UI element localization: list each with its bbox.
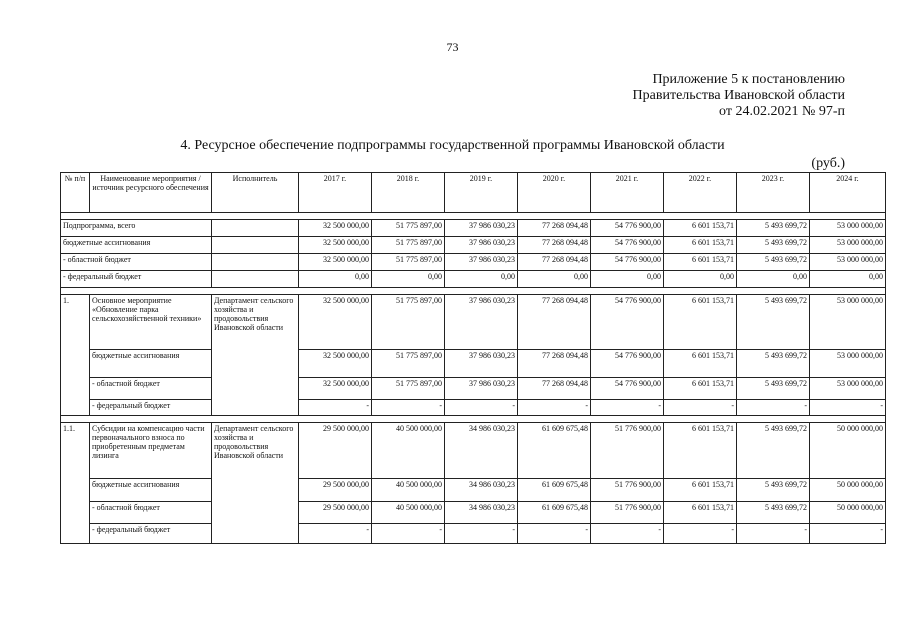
header-year: 2019 г. — [445, 173, 518, 213]
amount-cell: 37 986 030,23 — [445, 237, 518, 254]
amount-cell: 54 776 900,00 — [591, 220, 664, 237]
amount-cell: 77 268 094,48 — [518, 220, 591, 237]
amount-cell: 61 609 675,48 — [518, 502, 591, 524]
group-row — [61, 423, 886, 479]
amount-cell: - — [445, 400, 518, 416]
group-row — [61, 400, 886, 416]
amount-cell: 54 776 900,00 — [591, 350, 664, 378]
header-year: 2021 г. — [591, 173, 664, 213]
summary-row — [61, 254, 886, 271]
summary-row — [61, 237, 886, 254]
amount-cell: 6 601 153,71 — [664, 350, 737, 378]
amount-cell: 0,00 — [664, 271, 737, 288]
appendix-line: Приложение 5 к постановлению — [652, 72, 845, 87]
amount-cell: 37 986 030,23 — [445, 295, 518, 350]
executor-cell — [212, 237, 299, 254]
spacer-cell — [61, 416, 886, 423]
header-year: 2022 г. — [664, 173, 737, 213]
amount-cell: 53 000 000,00 — [810, 254, 886, 271]
amount-cell: 37 986 030,23 — [445, 220, 518, 237]
amount-cell: 6 601 153,71 — [664, 295, 737, 350]
group-row — [61, 524, 886, 544]
amount-cell: 5 493 699,72 — [737, 350, 810, 378]
amount-cell: - — [445, 524, 518, 544]
amount-cell: 0,00 — [299, 271, 372, 288]
item-number: 1. — [61, 295, 90, 416]
row-name: бюджетные ассигнования — [90, 479, 212, 502]
header-year: 2017 г. — [299, 173, 372, 213]
amount-cell: 0,00 — [518, 271, 591, 288]
amount-cell: 5 493 699,72 — [737, 237, 810, 254]
amount-cell: 54 776 900,00 — [591, 237, 664, 254]
appendix-reference — [633, 72, 845, 120]
amount-cell: 6 601 153,71 — [664, 423, 737, 479]
amount-cell: - — [664, 524, 737, 544]
amount-cell: - — [737, 400, 810, 416]
executor-cell: Департамент сельского хозяйства и продовольствия Ивановской области — [212, 295, 299, 416]
amount-cell: 5 493 699,72 — [737, 378, 810, 400]
row-name: бюджетные ассигнования — [61, 237, 212, 254]
spacer-row — [61, 288, 886, 295]
row-name: Субсидии на компенсацию части первоначального взноса по приобретенным предметам лизинга — [90, 423, 212, 479]
amount-cell: 40 500 000,00 — [372, 423, 445, 479]
amount-cell: - — [737, 524, 810, 544]
amount-cell: 6 601 153,71 — [664, 378, 737, 400]
amount-cell: 5 493 699,72 — [737, 254, 810, 271]
header-year: 2024 г. — [810, 173, 886, 213]
amount-cell: 61 609 675,48 — [518, 423, 591, 479]
amount-cell: 53 000 000,00 — [810, 378, 886, 400]
amount-cell: 51 775 897,00 — [372, 220, 445, 237]
amount-cell: - — [372, 524, 445, 544]
group-row — [61, 350, 886, 378]
header-executor: Исполнитель — [212, 173, 299, 213]
amount-cell: 5 493 699,72 — [737, 295, 810, 350]
amount-cell: 0,00 — [591, 271, 664, 288]
spacer-cell — [61, 288, 886, 295]
amount-cell: 77 268 094,48 — [518, 350, 591, 378]
header-row — [61, 173, 886, 213]
group-row — [61, 378, 886, 400]
section-title: 4. Ресурсное обеспечение подпрограммы государственной программы Ивановской области — [180, 138, 725, 153]
amount-cell: 5 493 699,72 — [737, 479, 810, 502]
amount-cell: - — [518, 524, 591, 544]
amount-cell: - — [299, 524, 372, 544]
amount-cell: 0,00 — [372, 271, 445, 288]
group-row — [61, 295, 886, 350]
header-year: 2023 г. — [737, 173, 810, 213]
amount-cell: 50 000 000,00 — [810, 479, 886, 502]
executor-cell — [212, 271, 299, 288]
amount-cell: 32 500 000,00 — [299, 378, 372, 400]
amount-cell: 51 775 897,00 — [372, 295, 445, 350]
executor-cell — [212, 220, 299, 237]
amount-cell: 51 776 900,00 — [591, 479, 664, 502]
group-row — [61, 479, 886, 502]
amount-cell: 53 000 000,00 — [810, 295, 886, 350]
row-name: Основное мероприятие «Обновление парка сельскохозяйственной техники» — [90, 295, 212, 350]
amount-cell: 51 776 900,00 — [591, 502, 664, 524]
amount-cell: 50 000 000,00 — [810, 502, 886, 524]
amount-cell: 6 601 153,71 — [664, 220, 737, 237]
amount-cell: 77 268 094,48 — [518, 254, 591, 271]
amount-cell: 5 493 699,72 — [737, 502, 810, 524]
executor-cell — [212, 254, 299, 271]
row-name: бюджетные ассигнования — [90, 350, 212, 378]
amount-cell: 51 775 897,00 — [372, 378, 445, 400]
spacer-row — [61, 416, 886, 423]
amount-cell: 54 776 900,00 — [591, 295, 664, 350]
summary-row — [61, 271, 886, 288]
amount-cell: 6 601 153,71 — [664, 502, 737, 524]
row-name: - федеральный бюджет — [61, 271, 212, 288]
amount-cell: 6 601 153,71 — [664, 237, 737, 254]
amount-cell: 53 000 000,00 — [810, 350, 886, 378]
appendix-line: Правительства Ивановской области — [632, 88, 845, 103]
amount-cell: 0,00 — [445, 271, 518, 288]
header-year: 2018 г. — [372, 173, 445, 213]
amount-cell: 51 776 900,00 — [591, 423, 664, 479]
amount-cell: - — [591, 400, 664, 416]
amount-cell: 40 500 000,00 — [372, 479, 445, 502]
amount-cell: 37 986 030,23 — [445, 378, 518, 400]
amount-cell: 77 268 094,48 — [518, 378, 591, 400]
amount-cell: 34 986 030,23 — [445, 423, 518, 479]
amount-cell: 29 500 000,00 — [299, 502, 372, 524]
amount-cell: 51 775 897,00 — [372, 254, 445, 271]
amount-cell: 40 500 000,00 — [372, 502, 445, 524]
amount-cell: 29 500 000,00 — [299, 423, 372, 479]
amount-cell: 77 268 094,48 — [518, 295, 591, 350]
amount-cell: 32 500 000,00 — [299, 350, 372, 378]
spacer-cell — [61, 213, 886, 220]
amount-cell: 32 500 000,00 — [299, 237, 372, 254]
amount-cell: 50 000 000,00 — [810, 423, 886, 479]
amount-cell: 6 601 153,71 — [664, 479, 737, 502]
amount-cell: - — [518, 400, 591, 416]
item-number: 1.1. — [61, 423, 90, 544]
amount-cell: 34 986 030,23 — [445, 502, 518, 524]
amount-cell: 61 609 675,48 — [518, 479, 591, 502]
amount-cell: - — [372, 400, 445, 416]
appendix-line: от 24.02.2021 № 97-п — [719, 104, 845, 119]
executor-cell: Департамент сельского хозяйства и продовольствия Ивановской области — [212, 423, 299, 544]
amount-cell: 54 776 900,00 — [591, 378, 664, 400]
header-no: № п/п — [61, 173, 90, 213]
amount-cell: 34 986 030,23 — [445, 479, 518, 502]
amount-cell: 32 500 000,00 — [299, 254, 372, 271]
amount-cell: 32 500 000,00 — [299, 220, 372, 237]
row-name: - областной бюджет — [90, 378, 212, 400]
amount-cell: 0,00 — [737, 271, 810, 288]
resource-table — [60, 172, 886, 544]
amount-cell: - — [810, 400, 886, 416]
spacer-row — [61, 213, 886, 220]
row-name: - федеральный бюджет — [90, 400, 212, 416]
amount-cell: 6 601 153,71 — [664, 254, 737, 271]
amount-cell: 5 493 699,72 — [737, 423, 810, 479]
amount-cell: 32 500 000,00 — [299, 295, 372, 350]
header-name: Наименование мероприятия / источник ресурсного обеспечения — [90, 173, 212, 213]
amount-cell: 51 775 897,00 — [372, 350, 445, 378]
amount-cell: 53 000 000,00 — [810, 237, 886, 254]
group-row — [61, 502, 886, 524]
amount-cell: 5 493 699,72 — [737, 220, 810, 237]
amount-cell: 54 776 900,00 — [591, 254, 664, 271]
amount-cell: - — [810, 524, 886, 544]
header-year: 2020 г. — [518, 173, 591, 213]
row-name: - областной бюджет — [61, 254, 212, 271]
amount-cell: - — [299, 400, 372, 416]
amount-cell: 51 775 897,00 — [372, 237, 445, 254]
currency-unit: (руб.) — [811, 156, 845, 171]
page-number: 73 — [446, 40, 459, 54]
amount-cell: - — [664, 400, 737, 416]
amount-cell: 37 986 030,23 — [445, 254, 518, 271]
row-name: - федеральный бюджет — [90, 524, 212, 544]
amount-cell: 29 500 000,00 — [299, 479, 372, 502]
row-name: Подпрограмма, всего — [61, 220, 212, 237]
row-name: - областной бюджет — [90, 502, 212, 524]
amount-cell: - — [591, 524, 664, 544]
summary-row — [61, 220, 886, 237]
amount-cell: 37 986 030,23 — [445, 350, 518, 378]
amount-cell: 53 000 000,00 — [810, 220, 886, 237]
amount-cell: 0,00 — [810, 271, 886, 288]
amount-cell: 77 268 094,48 — [518, 237, 591, 254]
